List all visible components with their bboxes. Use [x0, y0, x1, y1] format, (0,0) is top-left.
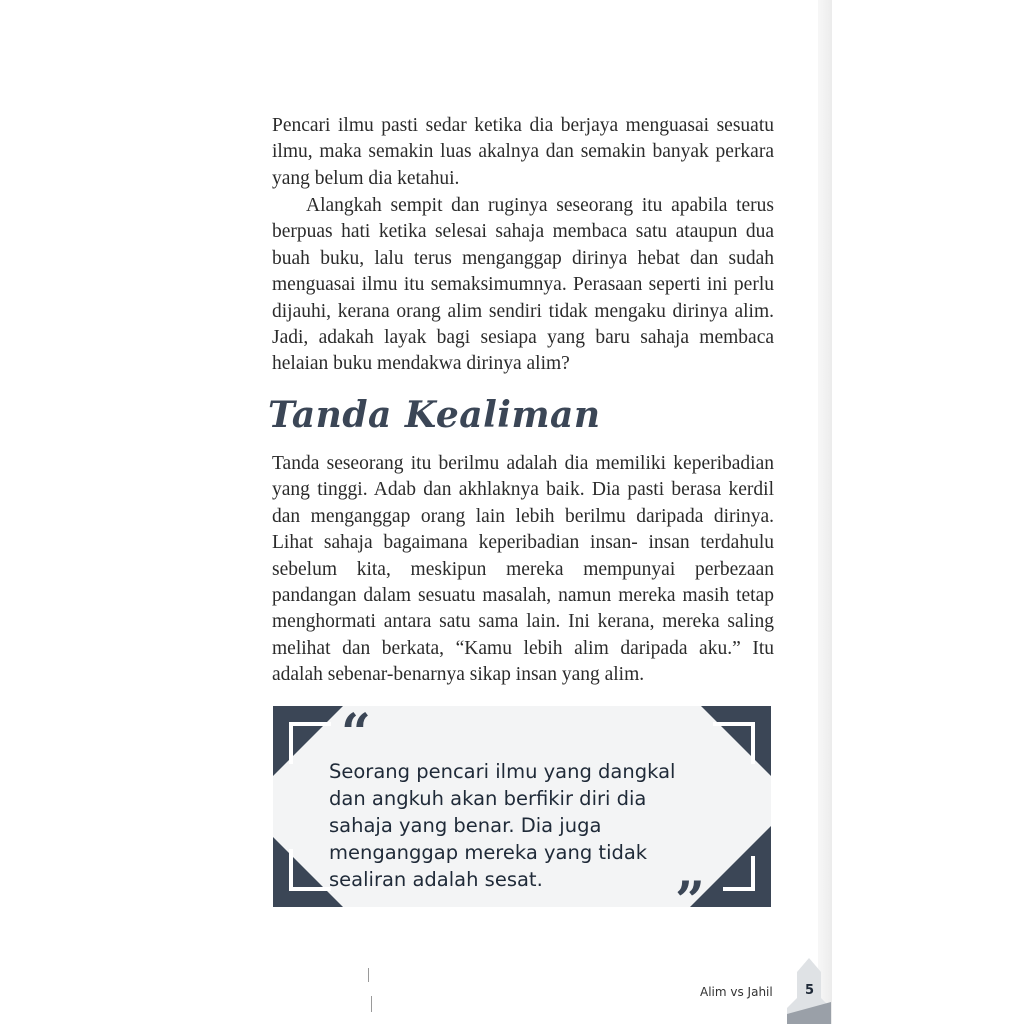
scan-mark	[368, 968, 369, 982]
section-heading: Tanda Kealiman	[268, 394, 601, 436]
scan-mark	[371, 996, 372, 1012]
paragraph-2: Alangkah sempit dan ruginya seseorang itu apabila terus berpuas hati ketika selesai sahaja membaca satu ataupun dua buah buku, lalu terus menganggap dirinya hebat dan sudah menguasai ilmu itu semaksimumnya. Perasaan seperti ini perlu dijauhi, kerana orang alim sendiri tidak mengaku dirinya alim. Jadi, adakah layak bagi sesiapa yang baru sahaja membaca helaian buku mendakwa dirinya alim?	[272, 195, 774, 375]
footer-book-title: Alim vs Jahil	[700, 985, 773, 999]
section-paragraph: Tanda seseorang itu berilmu adalah dia memiliki keperibadian yang tinggi. Adab dan akhlaknya baik. Dia pasti berasa kerdil dan menganggap orang lain lebih berilmu daripada dirinya. Lihat sahaja bagaimana keperibadian insan- insan terdahulu sebelum kita, meskipun mereka mempunyai perbezaan pandangan dalam sesuatu masalah, namun mereka masih tetap menghormati antara satu sama lain. Ini kerana, mereka saling melihat dan berkata, “Kamu lebih alim daripada aku.” Itu adalah sebenar-benarnya sikap insan yang alim.	[272, 453, 774, 686]
open-quote-icon: “	[341, 706, 371, 764]
page-number: 5	[805, 983, 815, 998]
paragraph-1: Pencari ilmu pasti sedar ketika dia berjaya menguasai sesuatu ilmu, maka semakin luas akalnya dan semakin banyak perkara yang belum dia ketahui.	[272, 115, 774, 189]
close-quote-icon: ”	[675, 871, 705, 907]
page-edge-shadow	[818, 0, 832, 1024]
pull-quote-box	[273, 706, 771, 907]
pull-quote-text: Seorang pencari ilmu yang dangkal dan angkuh akan berfikir diri dia sahaja yang benar. Dia juga menganggap mereka yang tidak sealiran adalah sesat.	[329, 760, 676, 891]
